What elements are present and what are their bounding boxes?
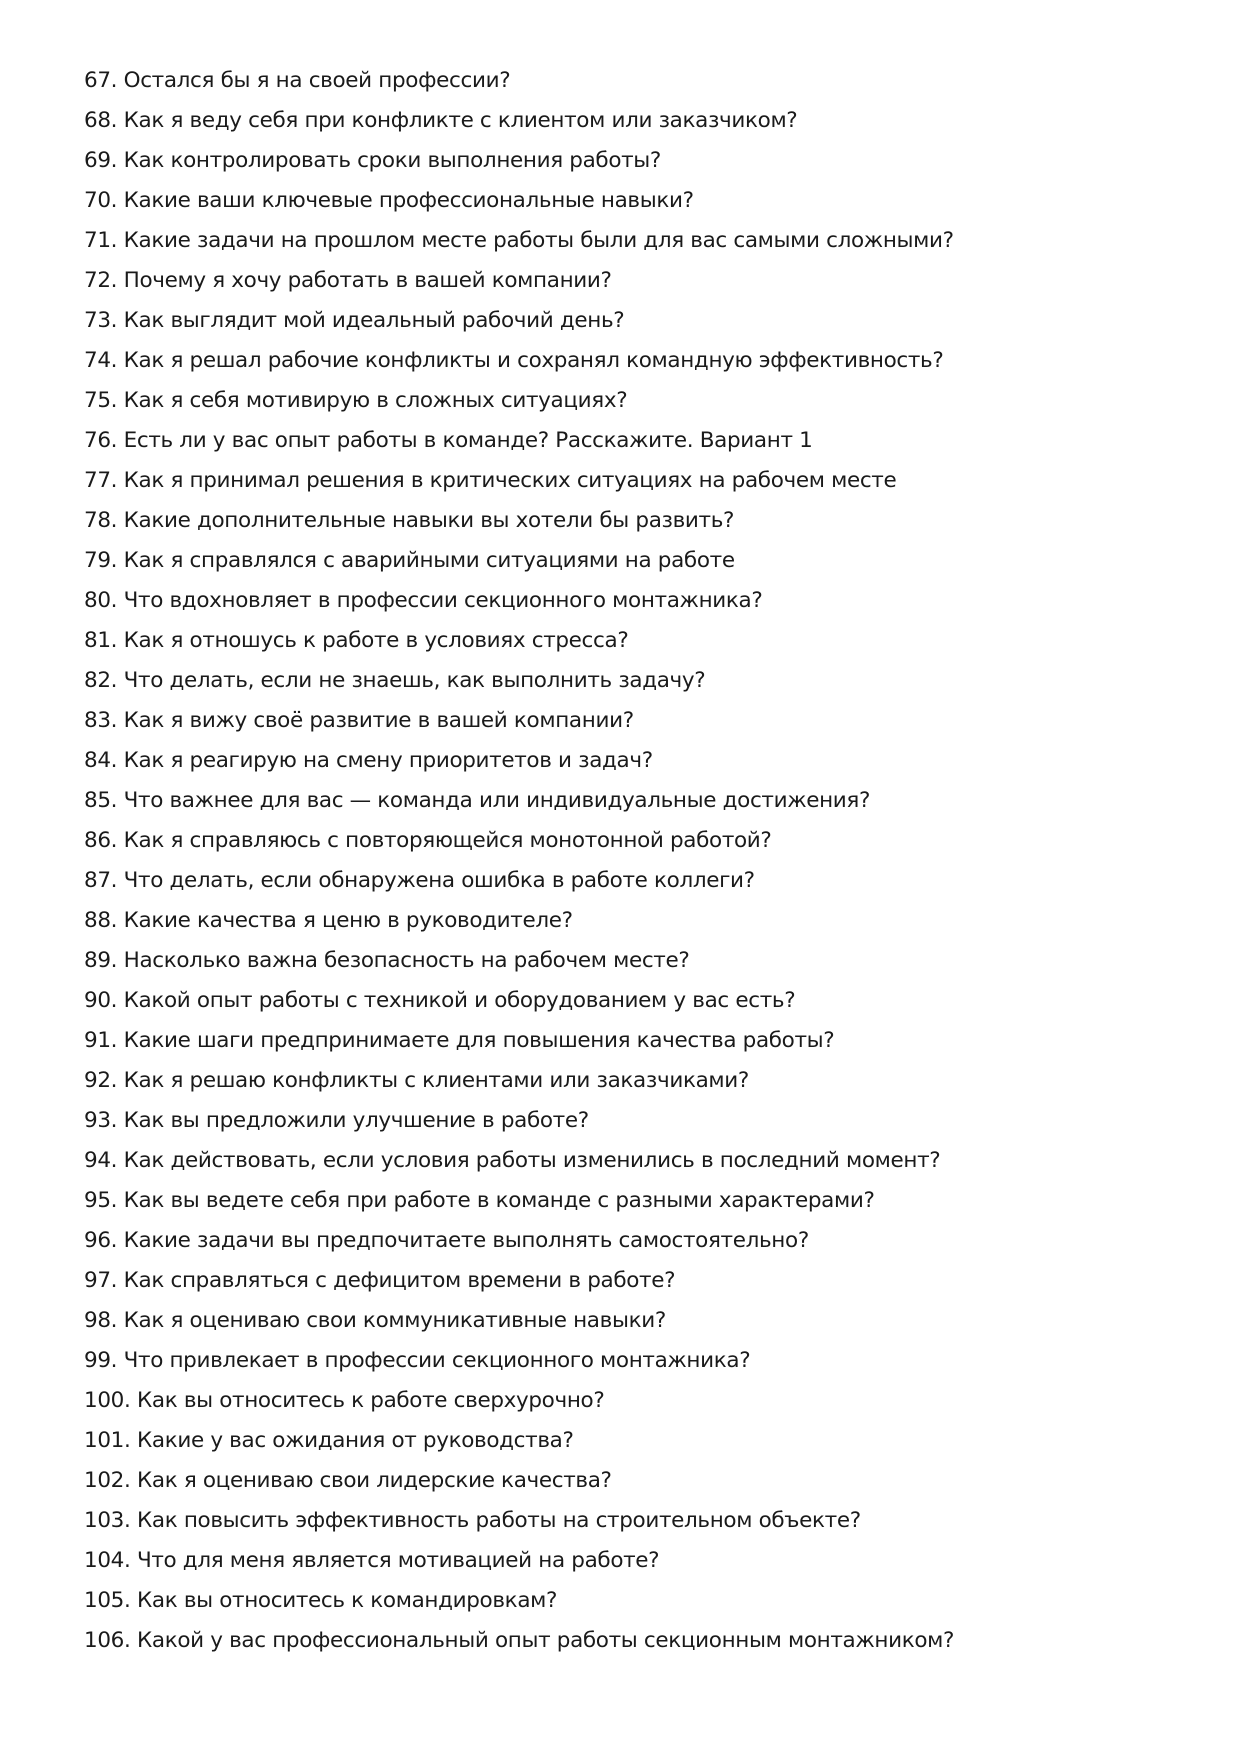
question-item: 79. Как я справлялся с аварийными ситуациями на работе xyxy=(84,548,735,573)
question-item: 89. Насколько важна безопасность на рабочем месте? xyxy=(84,948,690,973)
question-item: 75. Как я себя мотивирую в сложных ситуациях? xyxy=(84,388,628,413)
question-item: 69. Как контролировать сроки выполнения работы? xyxy=(84,148,661,173)
question-item: 104. Что для меня является мотивацией на работе? xyxy=(84,1548,660,1573)
question-item: 92. Как я решаю конфликты с клиентами или заказчиками? xyxy=(84,1068,749,1093)
question-item: 85. Что важнее для вас — команда или индивидуальные достижения? xyxy=(84,788,871,813)
question-item: 71. Какие задачи на прошлом месте работы были для вас самыми сложными? xyxy=(84,228,954,253)
question-item: 67. Остался бы я на своей профессии? xyxy=(84,68,511,93)
question-item: 68. Как я веду себя при конфликте с клиентом или заказчиком? xyxy=(84,108,798,133)
question-item: 84. Как я реагирую на смену приоритетов и задач? xyxy=(84,748,653,773)
question-item: 95. Как вы ведете себя при работе в команде с разными характерами? xyxy=(84,1188,875,1213)
question-item: 82. Что делать, если не знаешь, как выполнить задачу? xyxy=(84,668,706,693)
question-item: 99. Что привлекает в профессии секционного монтажника? xyxy=(84,1348,751,1373)
question-item: 101. Какие у вас ожидания от руководства? xyxy=(84,1428,574,1453)
question-item: 100. Как вы относитесь к работе сверхурочно? xyxy=(84,1388,605,1413)
question-item: 94. Как действовать, если условия работы изменились в последний момент? xyxy=(84,1148,941,1173)
question-item: 74. Как я решал рабочие конфликты и сохранял командную эффективность? xyxy=(84,348,944,373)
question-item: 78. Какие дополнительные навыки вы хотели бы развить? xyxy=(84,508,735,533)
question-item: 80. Что вдохновляет в профессии секционного монтажника? xyxy=(84,588,763,613)
question-item: 76. Есть ли у вас опыт работы в команде? Расскажите. Вариант 1 xyxy=(84,428,813,453)
question-item: 88. Какие качества я ценю в руководителе? xyxy=(84,908,573,933)
question-item: 96. Какие задачи вы предпочитаете выполнять самостоятельно? xyxy=(84,1228,809,1253)
question-item: 105. Как вы относитесь к командировкам? xyxy=(84,1588,558,1613)
question-list xyxy=(84,61,954,1661)
question-item: 86. Как я справляюсь с повторяющейся монотонной работой? xyxy=(84,828,772,853)
question-item: 83. Как я вижу своё развитие в вашей компании? xyxy=(84,708,634,733)
question-item: 91. Какие шаги предпринимаете для повышения качества работы? xyxy=(84,1028,835,1053)
question-item: 81. Как я отношусь к работе в условиях стресса? xyxy=(84,628,629,653)
question-item: 72. Почему я хочу работать в вашей компании? xyxy=(84,268,612,293)
question-item: 102. Как я оцениваю свои лидерские качества? xyxy=(84,1468,612,1493)
question-item: 70. Какие ваши ключевые профессиональные навыки? xyxy=(84,188,694,213)
question-item: 93. Как вы предложили улучшение в работе? xyxy=(84,1108,589,1133)
question-item: 77. Как я принимал решения в критических ситуациях на рабочем месте xyxy=(84,468,897,493)
question-item: 98. Как я оцениваю свои коммуникативные навыки? xyxy=(84,1308,666,1333)
question-item: 87. Что делать, если обнаружена ошибка в работе коллеги? xyxy=(84,868,755,893)
question-item: 106. Какой у вас профессиональный опыт работы секционным монтажником? xyxy=(84,1628,955,1653)
question-item: 97. Как справляться с дефицитом времени в работе? xyxy=(84,1268,676,1293)
question-item: 73. Как выглядит мой идеальный рабочий день? xyxy=(84,308,625,333)
question-item: 103. Как повысить эффективность работы на строительном объекте? xyxy=(84,1508,861,1533)
question-item: 90. Какой опыт работы с техникой и оборудованием у вас есть? xyxy=(84,988,796,1013)
